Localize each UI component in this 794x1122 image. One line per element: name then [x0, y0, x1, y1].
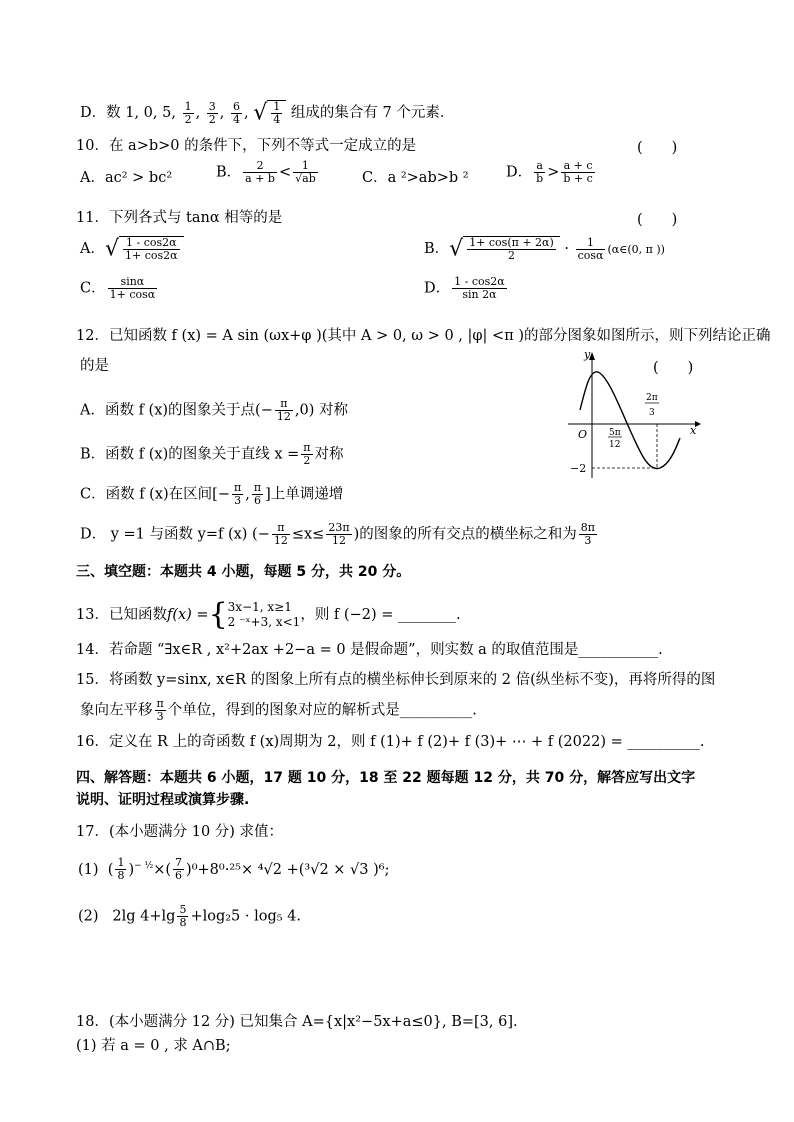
q18-part1: (1) 若 a = 0 , 求 A∩B;	[76, 1038, 231, 1054]
sqrt-expression: √ $\frac{1}{4}$	[253, 100, 286, 126]
q11-option-a: A．√ $\frac{1 - \cos 2\alpha}{1+ \cos 2\alpha}$	[80, 236, 184, 262]
q12-option-a: A．函数 f (x)的图象关于点(− $\frac{\pi}{12}$ ,0) 对称	[80, 397, 348, 423]
graph-origin: O	[578, 428, 588, 441]
q9-d-prefix: D．数 1, 0, 5,	[80, 105, 176, 121]
graph-y-label: y	[584, 348, 591, 361]
q15-line1: 15．将函数 y=sinx, x∈R 的图象上所有点的横坐标伸长到原来的 2 倍(纵坐标不变)，再将所得的图	[76, 672, 716, 688]
section-4-heading-line1: 四、解答题：本题共 6 小题，17 题 10 分，18 至 22 题每题 12 分，共 70 分，解答应写出文字	[76, 770, 696, 786]
answer-paren: ( )	[653, 360, 694, 376]
q13: 13．已知函数f(x) ={ 3x−1, x≥1 2 ⁻ˣ+3, x<1 ，则 f (−2) = ________.	[76, 597, 461, 632]
q17-part1: (1) ( $\frac{1}{8}$ )$^{- \frac{1}{2}}$×( $\frac{7}{6}$ )⁰+8⁰·²⁵× ⁴√2 +(³√2 × √3 )⁶;	[78, 856, 390, 883]
q11-stem: 11．下列各式与 tanα 相等的是	[76, 210, 283, 226]
q11-option-c: C． $\frac{\sin\alpha}{1+ \cos\alpha}$	[80, 275, 156, 301]
q11-option-d: D． $\frac{1 - \cos 2\alpha}{\sin 2\alpha}$	[424, 275, 505, 301]
graph-min-label: −2	[570, 462, 587, 475]
graph-tick-5pi12-num: 5π	[609, 428, 621, 438]
q16: 16．定义在 R 上的奇函数 f (x)周期为 2，则 f (1)+ f (2)+ f (3)+ ⋯ + f (2022) = __________.	[76, 734, 705, 750]
q17-part2: (2) 2lg 4+lg $\frac{5}{8}$ +log₂5 · log₅ 4.	[78, 903, 302, 929]
q10-option-a: A．ac² > bc²	[80, 170, 173, 186]
q18-stem: 18．(本小题满分 12 分) 已知集合 A={x|x²−5x+a≤0}, B=[3, 6].	[76, 1014, 518, 1030]
q9-option-d: D．数 1, 0, 5, $\frac{1}{2}$ , $\frac{3}{2}$ , $\frac{6}{4}$ , √ $\frac{1}{4}$ 组成的集合有 7 个元素．	[80, 99, 455, 126]
q17-stem: 17．(本小题满分 10 分) 求值：	[76, 824, 284, 840]
q14: 14．若命题 “∃x∈R , x²+2ax +2−a = 0 是假命题”，则实数 a 的取值范围是___________.	[76, 642, 663, 658]
section-3-heading: 三、填空题：本题共 4 小题，每题 5 分，共 20 分。	[76, 564, 411, 580]
q12-option-b: B．函数 f (x)的图象关于直线 x = $\frac{\pi}{2}$ 对称	[80, 441, 344, 467]
q10-option-b: B． $\frac{2}{a + b}$ < $\frac{1}{√ab}$	[216, 159, 316, 185]
q10-stem: 10．在 a>b>0 的条件下，下列不等式一定成立的是	[76, 138, 417, 154]
q12-stem-line2: 的是	[80, 358, 109, 374]
q12-option-c: C．函数 f (x)在区间[− $\frac{\pi}{3}$ , $\frac{\pi}{6}$ ]上单调递增	[80, 481, 344, 507]
q9-d-suffix: 组成的集合有 7 个元素．	[290, 105, 455, 121]
graph-tick-2pi3-den: 3	[649, 408, 655, 418]
q12-stem-line1: 12．已知函数 f (x) = A sin (ωx+φ )(其中 A > 0, ω > 0 , |φ| <π )的部分图象如图所示，则下列结论正确	[76, 328, 771, 344]
answer-paren: ( )	[637, 140, 678, 156]
fraction: $\frac{3}{2}$	[208, 99, 216, 126]
sine-graph	[560, 348, 710, 483]
graph-tick-2pi3-num: 2π	[646, 393, 658, 403]
q10-option-d: D． $\frac{a}{b}$ > $\frac{a + c}{b + c}$	[506, 159, 593, 185]
graph-x-label: x	[690, 424, 697, 437]
fraction: $\frac{1}{2}$	[184, 99, 192, 126]
q12-option-d: D． y =1 与函数 y=f (x) (− $\frac{\pi}{12}$ ≤x≤ $\frac{23\pi}{12}$ )的图象的所有交点的横坐标之和为 $\frac{8\pi}{3}$	[80, 521, 595, 547]
fraction: $\frac{6}{4}$	[233, 99, 241, 126]
q10-option-c: C．a ²>ab>b ²	[362, 170, 469, 186]
graph-tick-5pi12-den: 12	[609, 440, 621, 450]
q11-option-b: B．√ $\frac{1+ \cos(\pi + 2\alpha)}{2}$ · $\frac{1}{\cos\alpha}$ (α∈(0, π ))	[424, 235, 665, 262]
q15-line2: 象向左平移 $\frac{\pi}{3}$ 个单位，得到的图象对应的解析式是__________.	[80, 697, 477, 723]
answer-paren: ( )	[637, 212, 678, 228]
section-4-heading-line2: 说明、证明过程或演算步骤.	[76, 792, 250, 808]
